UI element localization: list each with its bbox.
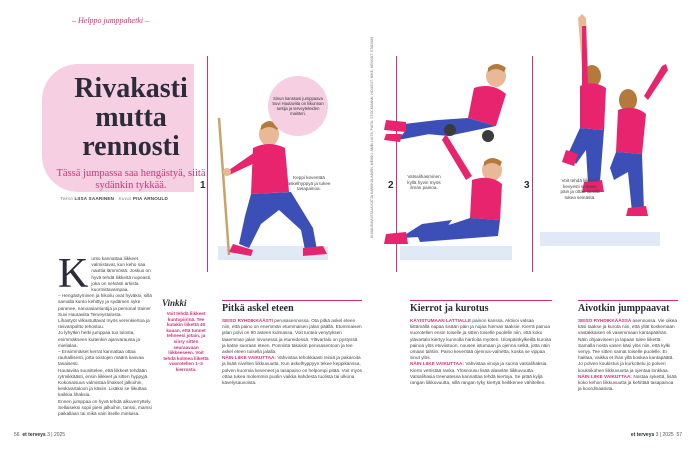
intro-article [58,256,158,416]
floor-shadow [540,232,660,246]
intro-paragraph: Hautaviita suosittelee, että liikkeet tehdään rytmikkäästi, ensin liikkeet ja sitten hyppyjä. Kokonaisuus valmistaa lihakset jalkoihin, keskivartaloon ja käsiin. Lisäksi se liikuttaa kaikkia lihaksia. [58,367,149,398]
tip-text: Voit tehdä liikkeet kuntopiirinä. Tee kutakin liikettä 40 kauan, että tunnet tehneesi jotain, ja siirry sitten seuraavaan liikkeeseen. Voit tehdä kolmea liikettä vuorotellen 1–3 kierrosta. [163,311,209,372]
intro-paragraph: – Hengästyminen ja hikoilu ovat hyväksi, sillä samalla kunto kehittyy ja sydämen syke paranee, nanoasiantuntija ja personal trainer Suvi Hautaviita Terveystalosta. [58,293,152,317]
figure-caption: Voit tehdä liikkeen kevyesti seinään päin ja ottaa käsillä tukea seinästä. [560,178,600,200]
page-number: 57 [676,432,682,438]
magazine-brand: et terveys [630,432,655,438]
byline-photographer: PIIA ARNOULD [132,196,169,201]
exercise-instructions: asennossa. Vie oikea käsi taakse ja kurota niin, että yllät koskemaan vastakkaisen eli vasemmaan kantapäähän. Näin ohjaaviseen ja lapaan tulee liikettä. Samalla nosta vasen käsi ylös niin, että kylki venyy. Tee sitten samat toiselle puolelle. Ei haittaa, vaikka et ihan yllä koskea kantapäätä. Jo polven koukistus ja kurkottelu jo polven kouksikohen liikkuvuutta ja ojentaa lonkkaa. [578,318,678,373]
figure-caption: Vatsalihasminen kyllä hyvin myös ilman painoa. [407,174,441,190]
tip-title: Vinkki [162,298,187,308]
exercise-lead: KÄYISTUMAAN LATTIALLE [410,318,472,323]
trainer-bubble: Sinun kanssasi jumppaava Suvi Hautaviita on liikunnan tuntija ja terveyteleiden maisteri. [268,76,328,136]
exercise-instructions: perusasennossa. Ota pitkä askel eteen niin, että paino on enemmän etummaisen jalan päällä. Etummaisen jalan polvi on 90 asteen kulmassa. Voit tuntea venytyksen taaemman jalan nivusessa ja etureidessä. Ylävartalo on pystyssä ja katse suoraan eteen. Ponnista takaisin perusasentoon ja tee askel eteen toisella jalalla. [222,318,362,355]
twist-figure-bottom [380,124,520,254]
pants-shape [239,192,317,250]
reach-figure-front [604,60,676,220]
byline-text-label: Teksti [60,196,74,201]
dropcap: K [58,256,89,297]
issue-number: 3 | 2025 [655,432,674,438]
page-title: Rivakasti mutta rennosti [74,73,188,162]
exercise-effect-label: NÄIN LIIKE VAIKUTTAA: [578,373,632,379]
figure-number: 1 [200,180,206,191]
magazine-brand: et terveys [22,432,46,438]
stick-icon [219,118,229,255]
footer-left [14,432,65,438]
byline [60,196,168,201]
exercise-instructions: painon kanssa. Aktivoi vatsaa liittämällä napaa sisään päin ja nojaa hieman taaksie. Kierrä painoa vuorotellen ensin toiselle ja sitten toiselle puolelle niin, että koko ylävartalo kiertyy kunnolla hartioita myöten. Ulospäinkylkeillä kuroita painoa ylös etuviistoon, nousee istumaan ja ojenna selkä, jotta näin omaan tahtiin. Paino keventää ojennus-vaihetta, koska se vippaa sinut ylös. [410,318,551,361]
page-number: 56 [14,432,20,438]
intro-paragraph: Lihastyöt vilkastuttavat myös verenkiertoa ja rasvanpoltto tehostuu. [58,318,150,330]
exercise-title: Aivotkin jumppaavat [578,300,678,314]
byline-photo-label: Kuvat [118,196,132,201]
section-kicker: – Helppo jumppahetki – [72,16,150,25]
exercise-effect: Nostaa sykettä, lisää koko kehon liikkuvuutta ja kehittää tasapainoa ja koordinaatiota. [578,373,677,392]
intro-paragraph: unto kannattaa liikkeet valmistavat, kun keho saa nauttia lämmöstä. Joskus on hyvä tehdä liikkeitä nopeasti, joka on selvästi arkista kuormittavampaa. [91,256,152,293]
issue-number: 3 | 2025 [47,432,66,438]
exercise-lead: SEISO RYHDIKKÄÄSSÄ [578,318,632,323]
divider-line [532,56,533,272]
shirt-shape [251,144,289,194]
tip-box [162,298,210,373]
exercise-effect-label: NÄIN LIIKE VAIKUTTAA: [410,361,464,367]
exercise-card [578,300,678,392]
exercise-effect-label: NÄIN LIIKE VAIKUTTAA: [222,355,276,361]
exercise-card [222,300,362,386]
figure-number: 2 [388,180,394,191]
exercise-title: Kierrot ja kurotus [410,300,552,314]
intro-paragraph: Jo lyhytkin hetki jumppaa tuo tulosta, enimmäkseen kuitenkin ajanvarausta ja mielialaa. [58,330,141,348]
page-subtitle: Tässä jumpassa saa hengästyä, siitä sydänkin tykkää. [56,168,206,191]
intro-paragraph: – Ensimmäiset kerrat kannattaa ottaa rauhallisesti, jotta toistojen määrä kasvaa tasaisesti. [58,349,144,367]
photo-credits: KUVAUSAVUSTAJA KATJA KARKKULAINEN, MEIKKI: AMBI LIUTA, PAITA: STOCKMANN, HOUSUT: NIKE, KENGÄT: STADIUM [370,36,374,238]
exercise-effect: Vahvistaa tehokkaasti reisiä ja pakaroita ja lisää nivelten liikkuvuutta. Kun askelhyppyyn tekee keppikanssa, polven kuormia keveneet ja tasapaino on helpompi pitää. Voit myös ottaa tukea molemmin puolin vaikka kahdesta tuolista tai ulkona kävelysauvoista. [222,355,362,386]
exercise-lead: SEISO RYHDIKKÄÄSTI [222,318,273,323]
intro-paragraph: Ennen jumppaa on hyvä tehdä alkuverryttely. Sellaiseksi sopii pieni jalkoihin, tanssi, marssi paikallaan tai mikä vain itselle mieluisa. [58,398,152,416]
figure-number: 3 [524,180,530,191]
weight-icon [444,124,456,136]
exercise-effect: Vahvistaa vinoja ja suoria vatsalihaksia. Kierto vetristää ranka. Ylösnousu lisää alaselän liikkuvuutta. Vatsalihasia treenatessa kannattaa tehdä kiertoja. Se pitää kyljä rangan liikkuvuutta, sillä rangan tyky kiertyä heikkenee vähitellen. [410,361,548,386]
exercise-card [410,300,552,386]
exercise-title: Pitkä askel eteen [222,300,362,314]
byline-author: LIISA SAARINEN [74,196,115,201]
figure-caption: Keppi keventää askelhyppyä ja tukee tasapainoa. [287,175,331,191]
footer-right [631,432,682,438]
